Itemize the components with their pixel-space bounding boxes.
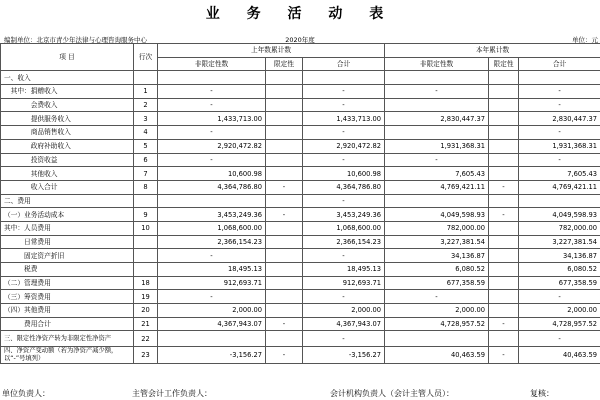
cell-lt: - (303, 98, 385, 112)
table-row (1, 317, 600, 331)
cell-lt: - (303, 85, 385, 99)
cell-item: 其中：捐赠收入 (1, 85, 134, 99)
cell-tr (489, 139, 519, 153)
cell-lr (266, 221, 303, 235)
cell-item: 税费 (1, 263, 134, 277)
cell-tu: 6,080.52 (385, 263, 489, 277)
header-this-year: 本年累计数 (385, 44, 600, 58)
table-row (1, 263, 600, 277)
footer-accounting-head: 主管会计工作负责人： (132, 389, 212, 398)
cell-line: 19 (134, 290, 158, 304)
footer-accounting-org: 会计机构负责人（会计主管人员）： (330, 389, 454, 398)
cell-tr (489, 194, 519, 208)
cell-tt: 2,830,447.37 (519, 112, 600, 126)
cell-lr (266, 126, 303, 140)
cell-lt: - (303, 249, 385, 263)
cell-tu (385, 194, 489, 208)
table-row (1, 194, 600, 208)
cell-lu (158, 331, 266, 347)
cell-tu: 40,463.59 (385, 347, 489, 364)
cell-tu: 677,358.59 (385, 276, 489, 290)
cell-item: 费用合计 (1, 317, 134, 331)
report-year: 2020年度 (285, 36, 315, 44)
footer-unit-head: 单位负责人： (2, 389, 50, 398)
cell-lr (266, 263, 303, 277)
table-row (1, 235, 600, 249)
cell-tr (489, 153, 519, 167)
cell-tt: - (519, 126, 600, 140)
cell-lu: - (158, 153, 266, 167)
cell-item: （二）管理费用 (1, 276, 134, 290)
cell-item: 一、收入 (1, 71, 134, 85)
cell-lt: 2,000.00 (303, 304, 385, 318)
header-last-year: 上年数累计数 (158, 44, 385, 58)
cell-item: 日常费用 (1, 235, 134, 249)
table-row (1, 139, 600, 153)
cell-tu: 2,830,447.37 (385, 112, 489, 126)
cell-line: 22 (134, 331, 158, 347)
cell-lu: 1,433,713.00 (158, 112, 266, 126)
table-row (1, 71, 600, 85)
header-item: 项 目 (1, 44, 134, 71)
cell-lt: 10,600.98 (303, 167, 385, 181)
cell-tu (385, 331, 489, 347)
cell-tr (489, 112, 519, 126)
cell-tr: - (489, 347, 519, 364)
cell-tu: 34,136.87 (385, 249, 489, 263)
cell-lu: - (158, 85, 266, 99)
cell-tt: 677,358.59 (519, 276, 600, 290)
cell-lr (266, 194, 303, 208)
cell-tr (489, 304, 519, 318)
table-row (1, 331, 600, 347)
cell-tr: - (489, 180, 519, 194)
cell-lu: - (158, 126, 266, 140)
footer-reviewer: 复核： (530, 389, 554, 398)
cell-lu: - (158, 98, 266, 112)
cell-lr: - (266, 347, 303, 364)
table-row (1, 347, 600, 364)
cell-tu: 1,931,368.31 (385, 139, 489, 153)
table-row (1, 112, 600, 126)
cell-lr (266, 235, 303, 249)
cell-tu: 782,000.00 (385, 221, 489, 235)
cell-tt: 6,080.52 (519, 263, 600, 277)
cell-lr (266, 290, 303, 304)
cell-lu: -3,156.27 (158, 347, 266, 364)
cell-lr (266, 98, 303, 112)
cell-line (134, 249, 158, 263)
cell-tt: 4,049,598.93 (519, 208, 600, 222)
cell-lt: 4,364,786.80 (303, 180, 385, 194)
cell-tt: 4,769,421.11 (519, 180, 600, 194)
cell-lu: 2,920,472.82 (158, 139, 266, 153)
cell-tt: - (519, 331, 600, 347)
cell-line: 1 (134, 85, 158, 99)
cell-tr (489, 290, 519, 304)
cell-lt: 2,920,472.82 (303, 139, 385, 153)
header-line: 行次 (134, 44, 158, 71)
cell-tr (489, 126, 519, 140)
cell-line: 21 (134, 317, 158, 331)
cell-line: 20 (134, 304, 158, 318)
cell-line: 4 (134, 126, 158, 140)
cell-tu: 4,728,957.52 (385, 317, 489, 331)
cell-lr: - (266, 180, 303, 194)
table-row (1, 98, 600, 112)
cell-tt (519, 71, 600, 85)
cell-item: 会费收入 (1, 98, 134, 112)
cell-tu (385, 98, 489, 112)
cell-lt: 2,366,154.23 (303, 235, 385, 249)
cell-line (134, 263, 158, 277)
cell-tr (489, 249, 519, 263)
cell-lt: 1,433,713.00 (303, 112, 385, 126)
cell-item: 其他收入 (1, 167, 134, 181)
cell-lu: 10,600.98 (158, 167, 266, 181)
table-row (1, 304, 600, 318)
cell-lt: - (303, 153, 385, 167)
cell-item: 三、限定性净资产转为非限定性净资产 (1, 331, 134, 347)
cell-tr (489, 235, 519, 249)
cell-tu: - (385, 290, 489, 304)
table-row (1, 221, 600, 235)
cell-tr (489, 85, 519, 99)
cell-lr (266, 167, 303, 181)
cell-lu (158, 71, 266, 85)
cell-line (134, 71, 158, 85)
table-row (1, 85, 600, 99)
cell-tu: 3,227,381.54 (385, 235, 489, 249)
table-row (1, 167, 600, 181)
currency-unit: 单位：元 (572, 36, 598, 44)
table-row (1, 208, 600, 222)
activity-table (0, 43, 600, 364)
cell-tt: 2,000.00 (519, 304, 600, 318)
header-last-total: 合计 (303, 57, 385, 71)
table-body (1, 71, 600, 364)
cell-item: （四）其他费用 (1, 304, 134, 318)
header-this-unrestricted: 非限定性数 (385, 57, 489, 71)
cell-item: 提供服务收入 (1, 112, 134, 126)
cell-tu: 2,000.00 (385, 304, 489, 318)
cell-line: 8 (134, 180, 158, 194)
cell-line (134, 235, 158, 249)
cell-line: 23 (134, 347, 158, 364)
header-this-total: 合计 (519, 57, 600, 71)
cell-lr (266, 85, 303, 99)
reporting-unit: 编制单位：北京市青少年法律与心理咨询服务中心 (4, 36, 147, 44)
cell-lt: - (303, 194, 385, 208)
cell-item: （一）业务活动成本 (1, 208, 134, 222)
cell-tu: 7,605.43 (385, 167, 489, 181)
cell-lr: - (266, 317, 303, 331)
table-row (1, 249, 600, 263)
table-row (1, 153, 600, 167)
cell-lr (266, 331, 303, 347)
cell-tr (489, 263, 519, 277)
cell-tt: 3,227,381.54 (519, 235, 600, 249)
cell-lr (266, 112, 303, 126)
cell-lr: - (266, 208, 303, 222)
cell-item: （三）筹资费用 (1, 290, 134, 304)
cell-lt (303, 71, 385, 85)
cell-lr (266, 71, 303, 85)
cell-lu: 3,453,249.36 (158, 208, 266, 222)
cell-tr (489, 331, 519, 347)
cell-lr (266, 153, 303, 167)
cell-tt (519, 194, 600, 208)
cell-lr (266, 139, 303, 153)
cell-lt: - (303, 290, 385, 304)
cell-item: 二、费用 (1, 194, 134, 208)
cell-tt: 782,000.00 (519, 221, 600, 235)
cell-tu: - (385, 85, 489, 99)
cell-tt: - (519, 153, 600, 167)
cell-tt: 1,931,368.31 (519, 139, 600, 153)
table-row (1, 126, 600, 140)
cell-tr (489, 98, 519, 112)
cell-lt: - (303, 126, 385, 140)
table-row (1, 290, 600, 304)
cell-item: 四、净资产变动额（若为净资产减少额，以“-”号填列） (1, 347, 134, 364)
table-row (1, 180, 600, 194)
cell-tt: - (519, 85, 600, 99)
cell-line: 2 (134, 98, 158, 112)
cell-line: 9 (134, 208, 158, 222)
cell-lr (266, 304, 303, 318)
cell-tu: 4,049,598.93 (385, 208, 489, 222)
cell-item: 收入合计 (1, 180, 134, 194)
cell-lu: - (158, 249, 266, 263)
table-row (1, 276, 600, 290)
cell-lu (158, 194, 266, 208)
cell-lt: 1,068,600.00 (303, 221, 385, 235)
cell-item: 政府补助收入 (1, 139, 134, 153)
cell-tr (489, 276, 519, 290)
cell-lu: 2,000.00 (158, 304, 266, 318)
cell-tt: 40,463.59 (519, 347, 600, 364)
cell-tr (489, 167, 519, 181)
cell-tt: 7,605.43 (519, 167, 600, 181)
cell-lu: 18,495.13 (158, 263, 266, 277)
cell-lu: 912,693.71 (158, 276, 266, 290)
header-last-unrestricted: 非限定性数 (158, 57, 266, 71)
cell-line: 18 (134, 276, 158, 290)
cell-tu: 4,769,421.11 (385, 180, 489, 194)
cell-line: 3 (134, 112, 158, 126)
cell-lu: 1,068,600.00 (158, 221, 266, 235)
cell-item: 其中：人员费用 (1, 221, 134, 235)
cell-tt: - (519, 98, 600, 112)
cell-tu: - (385, 153, 489, 167)
cell-lr (266, 249, 303, 263)
cell-lu: 4,364,786.80 (158, 180, 266, 194)
cell-item: 投资收益 (1, 153, 134, 167)
cell-lu: 4,367,943.07 (158, 317, 266, 331)
cell-line: 5 (134, 139, 158, 153)
cell-lt: 4,367,943.07 (303, 317, 385, 331)
cell-tu (385, 126, 489, 140)
cell-line: 10 (134, 221, 158, 235)
cell-tr (489, 71, 519, 85)
cell-tt: 4,728,957.52 (519, 317, 600, 331)
cell-lr (266, 276, 303, 290)
cell-lt: - (303, 331, 385, 347)
header-this-restricted: 限定性 (489, 57, 519, 71)
cell-lu: 2,366,154.23 (158, 235, 266, 249)
cell-tt: - (519, 290, 600, 304)
cell-item: 商品销售收入 (1, 126, 134, 140)
cell-tr: - (489, 317, 519, 331)
cell-tr (489, 221, 519, 235)
report-title: 业 务 活 动 表 (205, 6, 395, 22)
cell-lt: 912,693.71 (303, 276, 385, 290)
cell-line (134, 194, 158, 208)
cell-tu (385, 71, 489, 85)
cell-lt: 18,495.13 (303, 263, 385, 277)
cell-item: 固定资产折旧 (1, 249, 134, 263)
cell-tr: - (489, 208, 519, 222)
cell-tt: 34,136.87 (519, 249, 600, 263)
cell-lt: -3,156.27 (303, 347, 385, 364)
cell-lt: 3,453,249.36 (303, 208, 385, 222)
cell-line: 6 (134, 153, 158, 167)
cell-line: 7 (134, 167, 158, 181)
cell-lu: - (158, 290, 266, 304)
header-last-restricted: 限定性 (266, 57, 303, 71)
